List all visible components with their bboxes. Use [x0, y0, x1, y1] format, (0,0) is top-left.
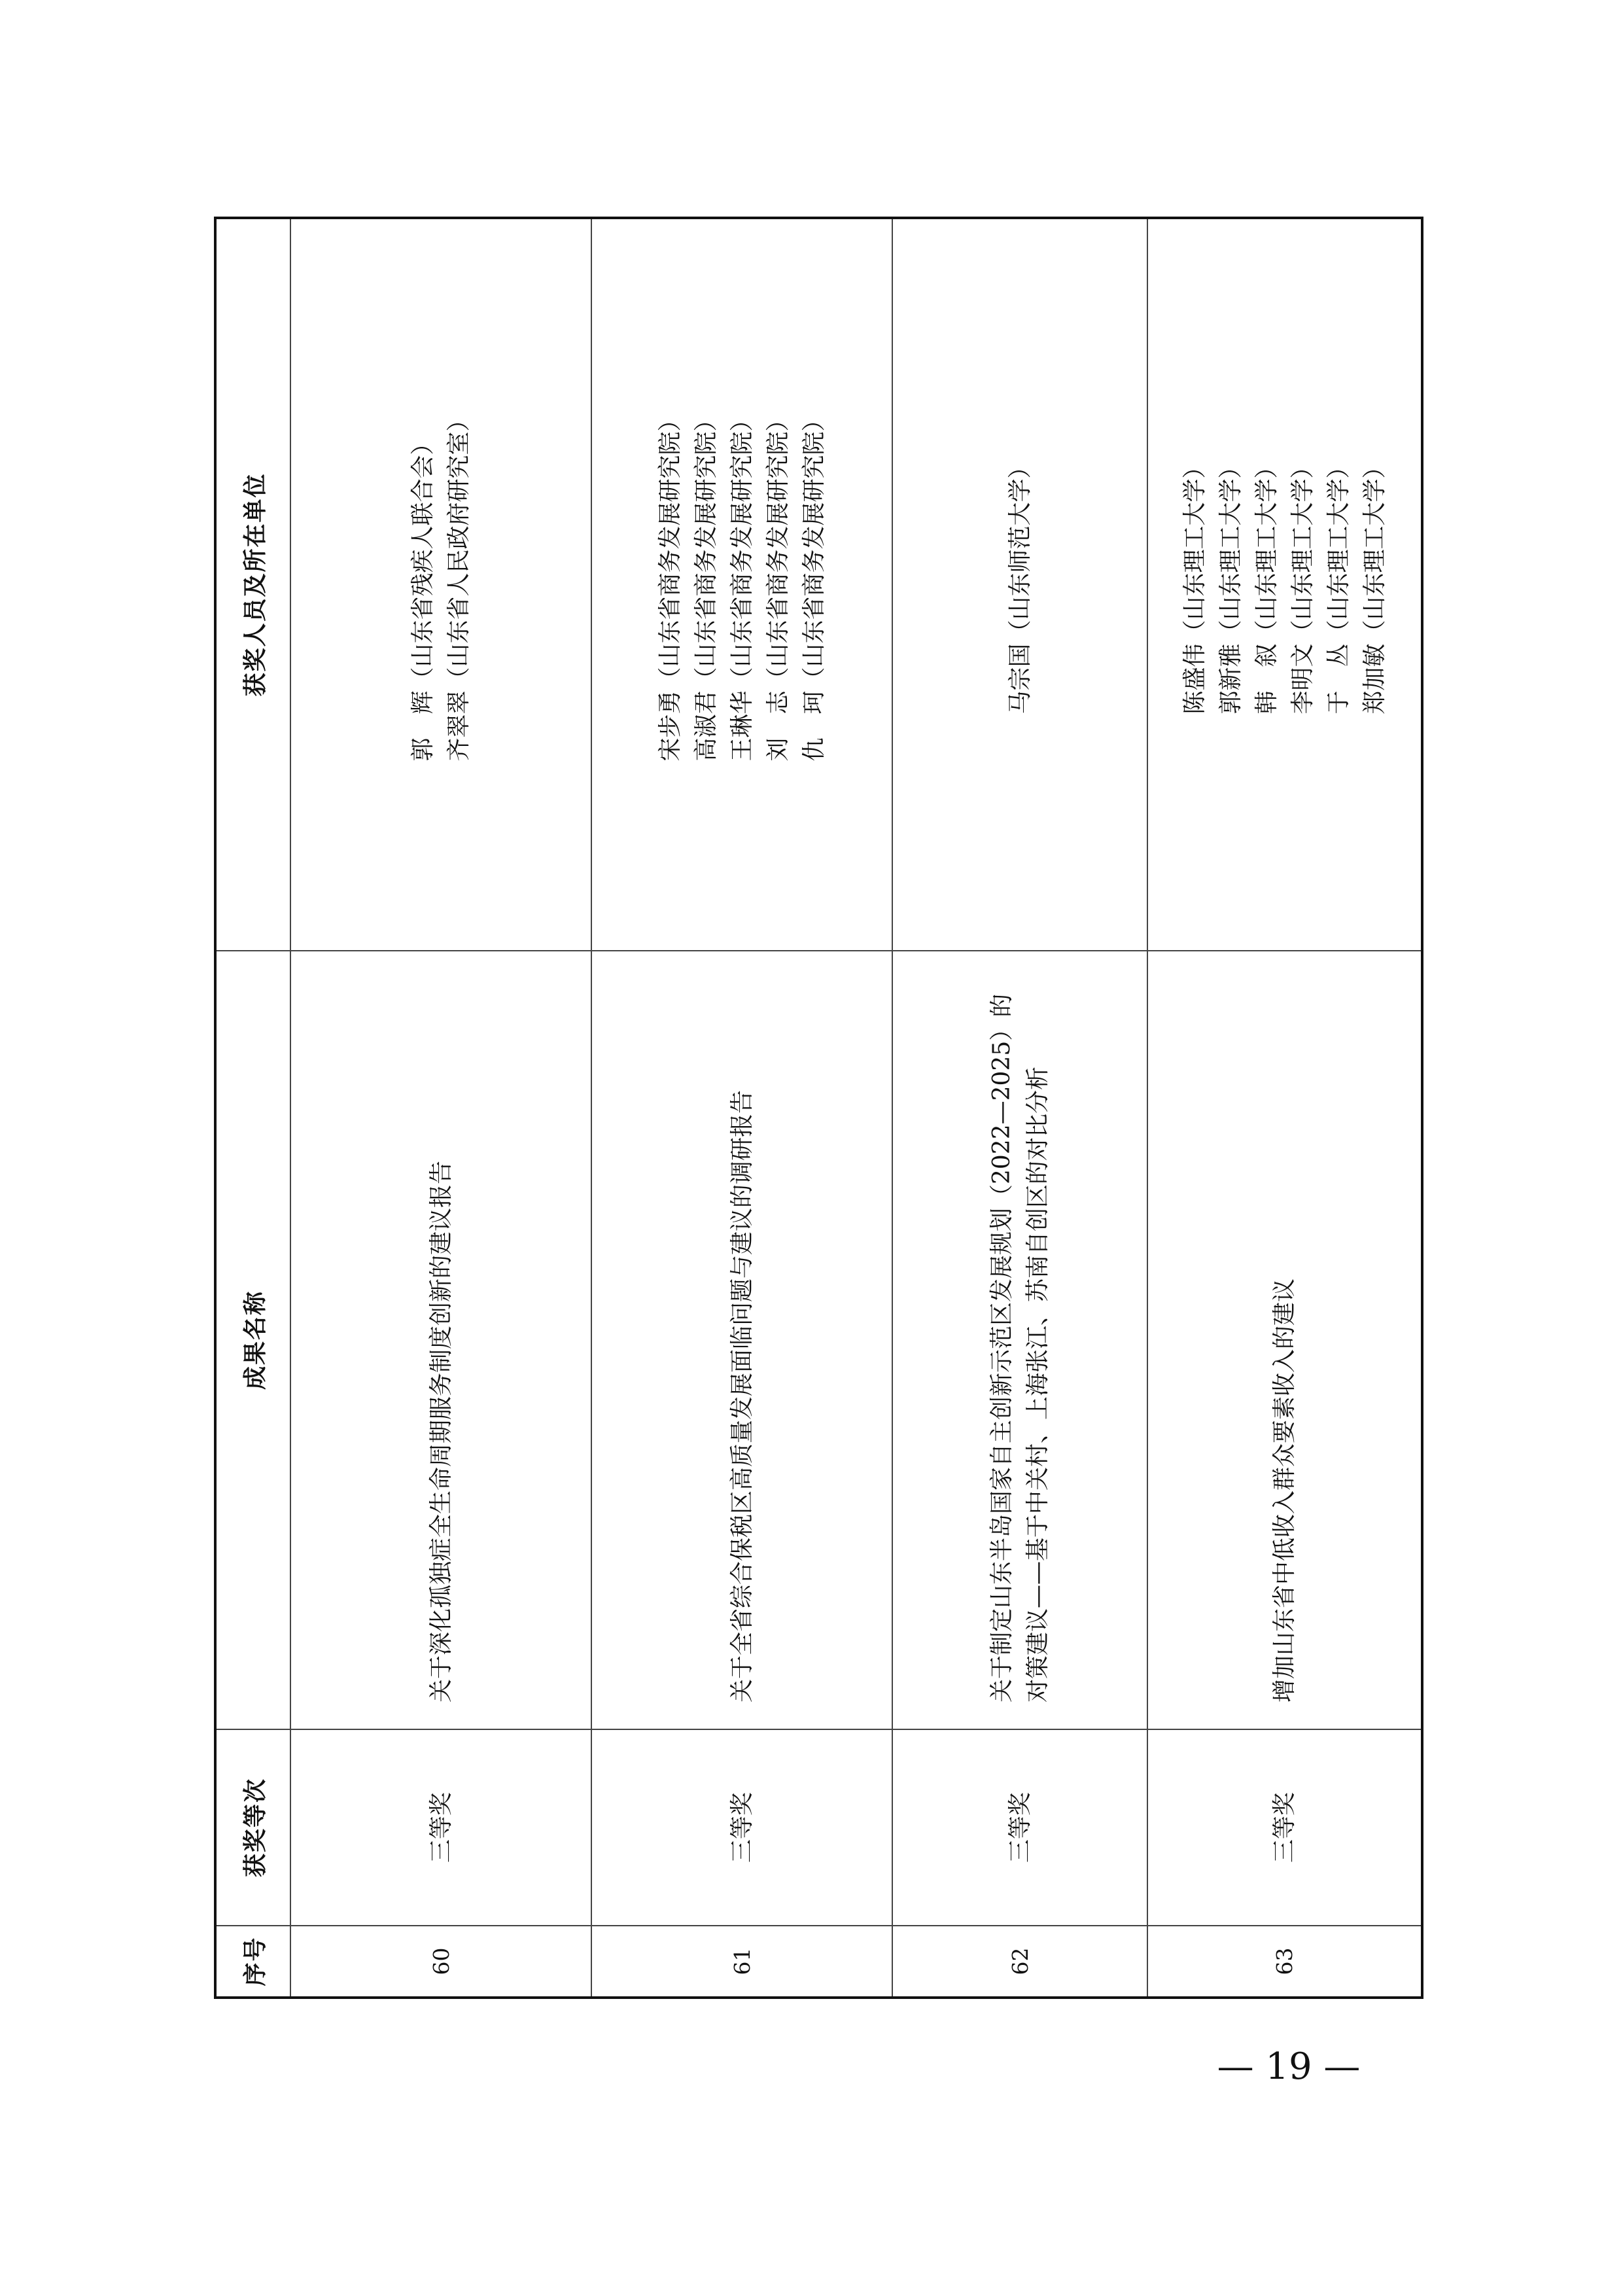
row-grade: 三等奖 [290, 1729, 591, 1926]
row-title: 关于制定山东半岛国家自主创新示范区发展规划（2022—2025）的对策建议——基于中关村、上海张江、苏南自创区的对比分析 [892, 951, 1147, 1729]
table-header-row [215, 218, 290, 1998]
table-row [290, 218, 591, 1998]
awards-table [214, 217, 1423, 1999]
table-row [1147, 218, 1422, 1998]
header-people: 获奖人员及所在单位 [215, 218, 290, 951]
person-entry: 于 丛（山东理工大学） [1325, 455, 1352, 715]
header-title: 成果名称 [215, 951, 290, 1729]
row-grade: 三等奖 [892, 1729, 1147, 1926]
row-people [892, 218, 1147, 951]
row-people [290, 218, 591, 951]
row-num: 63 [1147, 1926, 1422, 1998]
person-entry: 齐翠翠（山东省人民政府研究室） [445, 408, 472, 762]
row-grade: 三等奖 [591, 1729, 892, 1926]
row-grade: 三等奖 [1147, 1729, 1422, 1926]
row-title: 关于全省综合保税区高质量发展面临问题与建议的调研报告 [591, 951, 892, 1729]
table-row [591, 218, 892, 1998]
row-num: 61 [591, 1926, 892, 1998]
page-number: — 19 — [1217, 2045, 1361, 2088]
person-entry: 郑加敏（山东理工大学） [1361, 455, 1388, 715]
person-entry: 马宗国（山东师范大学） [1006, 455, 1034, 715]
person-entry: 王琳华（山东省商务发展研究院） [728, 408, 756, 762]
header-grade: 获奖等次 [215, 1729, 290, 1926]
person-entry: 刘 志（山东省商务发展研究院） [764, 408, 792, 762]
row-title: 关于深化孤独症全生命周期服务制度创新的建议报告 [290, 951, 591, 1729]
table-row [892, 218, 1147, 1998]
person-entry: 仇 珂（山东省商务发展研究院） [800, 408, 828, 762]
row-people [1147, 218, 1422, 951]
person-entry: 高淑君（山东省商务发展研究院） [692, 408, 720, 762]
row-num: 60 [290, 1926, 591, 1998]
row-title: 增加山东省中低收入群众要素收入的建议 [1147, 951, 1422, 1729]
row-people [591, 218, 892, 951]
header-num: 序号 [215, 1926, 290, 1998]
person-entry: 韩 叙（山东理工大学） [1253, 455, 1280, 715]
person-entry: 李明文（山东理工大学） [1289, 455, 1316, 715]
row-num: 62 [892, 1926, 1147, 1998]
person-entry: 陈盛伟（山东理工大学） [1181, 455, 1208, 715]
rotated-page-content [214, 219, 1418, 1999]
person-entry: 郭 辉（山东省残疾人联合会） [410, 431, 436, 762]
person-entry: 宋步勇（山东省商务发展研究院） [656, 408, 684, 762]
person-entry: 郭新雅（山东理工大学） [1217, 455, 1244, 715]
